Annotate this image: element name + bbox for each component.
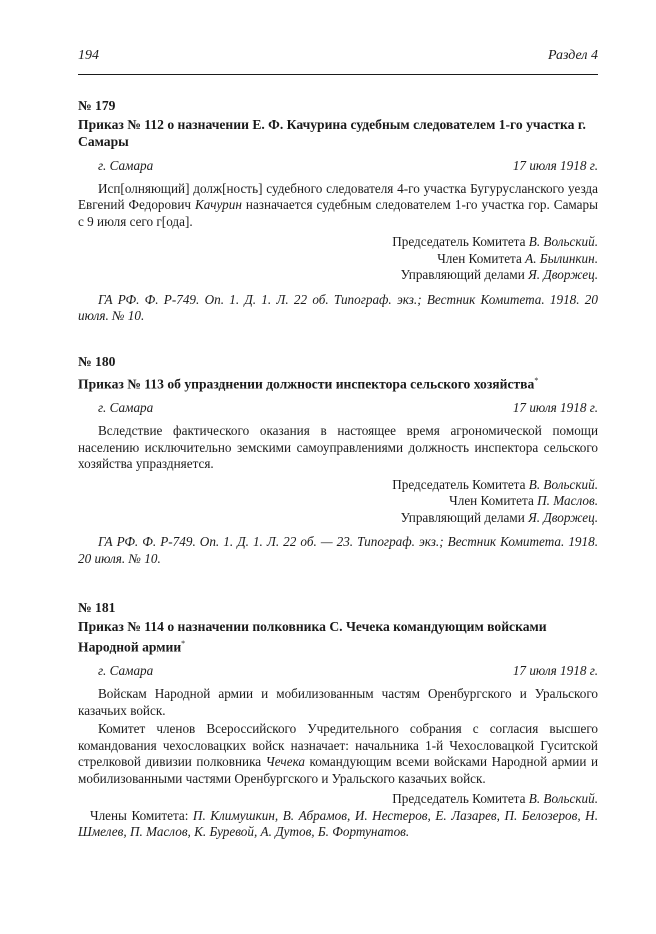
document-page (78, 48, 598, 840)
surname: Чечека (265, 754, 306, 770)
signature-line: Член Комитета П. Маслов. (449, 493, 598, 509)
document-180 (78, 354, 598, 567)
document-place: г. Самара (98, 157, 154, 173)
document-number: № 179 (78, 98, 116, 113)
document-body-paragraph: Вследствие фактического оказания в настоящее время агрономической помощи населению исключительно земскими самоуправлениями должность инспектора сельского хозяйства упраздняется. (78, 423, 598, 472)
document-body-paragraph: Войскам Народной армии и мобилизованным частям Оренбургского и Уральского казачьих войск. (78, 686, 598, 718)
document-179 (78, 98, 598, 325)
document-181 (78, 600, 598, 841)
signature-line: Член Комитета А. Былинкин. (437, 250, 598, 266)
committee-members-names: П. Климушкин, В. Абрамов, И. Нестеров, Е. Лазарев, П. Белозеров, Н. Шмелев, П. Маслов, К. Буревой, А. Дутов, Б. Фортунатов. (78, 807, 598, 840)
document-body-paragraph: Исп[олняющий] долж[ность] судебного следователя 4-го участка Бугурусланского уезда Евгений Федорович Качурин назначается судебным следователем 1-го участка гор. Самары с 9 июля сего г[ода]. (78, 180, 598, 229)
signature-line: Управляющий делами Я. Дворжец. (400, 267, 598, 282)
section-title: Раздел 4 (547, 48, 598, 63)
document-number: № 181 (78, 600, 116, 615)
document-body-paragraph: Комитет членов Всероссийского Учредительного собрания с согласия высшего командования чехословацких войск назначает: начальника 1-й Чехословацкой Гуситской стрелковой дивизии полковника Чечека командующим всеми войсками Народной армии и мобилизованными частями Оренбургского и Уральского казачьих войск. (78, 721, 598, 786)
committee-members-line: Члены Комитета: П. Климушкин, В. Абрамов, И. Нестеров, Е. Лазарев, П. Белозеров, Н. Шмелев, П. Маслов, К. Буревой, А. Дутов, Б. Фортунатов. (78, 807, 598, 840)
document-title: Приказ № 113 об упразднении должности инспектора сельского хозяйства* (78, 375, 539, 392)
footnote-mark: * (534, 375, 539, 385)
running-header (78, 48, 598, 68)
signature-line: Управляющий делами Я. Дворжец. (400, 509, 598, 525)
document-date: 17 июля 1918 г. (512, 157, 598, 173)
document-title: Приказ № 112 о назначении Е. Ф. Качурина судебным следователем 1-го участка г. Самары (78, 116, 586, 149)
place-date-row (78, 158, 598, 175)
surname: Качурин (195, 197, 242, 212)
signature-block (78, 791, 598, 808)
document-place: г. Самара (98, 400, 154, 416)
document-date: 17 июля 1918 г. (512, 400, 598, 416)
place-date-row (78, 400, 598, 417)
signature-line: Председатель Комитета В. Вольский. (392, 791, 598, 807)
document-number: № 180 (78, 354, 116, 369)
page-number: 194 (78, 48, 99, 63)
archival-source: ГА РФ. Ф. Р-749. Оп. 1. Д. 1. Л. 22 об. — 23. Типограф. экз.; Вестник Комитета. 1918. 20 июля. № 10. (78, 534, 598, 566)
footnote-mark: * (181, 638, 186, 648)
signature-block (78, 234, 598, 284)
signature-block (78, 477, 598, 527)
document-title: Приказ № 114 о назначении полковника С. Чечека командующим войсками Народной армии* (78, 618, 547, 655)
header-rule (78, 74, 598, 75)
signature-line: Председатель Комитета В. Вольский. (392, 476, 598, 492)
archival-source: ГА РФ. Ф. Р-749. Оп. 1. Д. 1. Л. 22 об. Типограф. экз.; Вестник Комитета. 1918. 20 июля. № 10. (78, 291, 598, 323)
document-place: г. Самара (98, 663, 154, 679)
document-date: 17 июля 1918 г. (512, 663, 598, 679)
signature-line: Председатель Комитета В. Вольский. (392, 234, 598, 249)
place-date-row (78, 663, 598, 680)
